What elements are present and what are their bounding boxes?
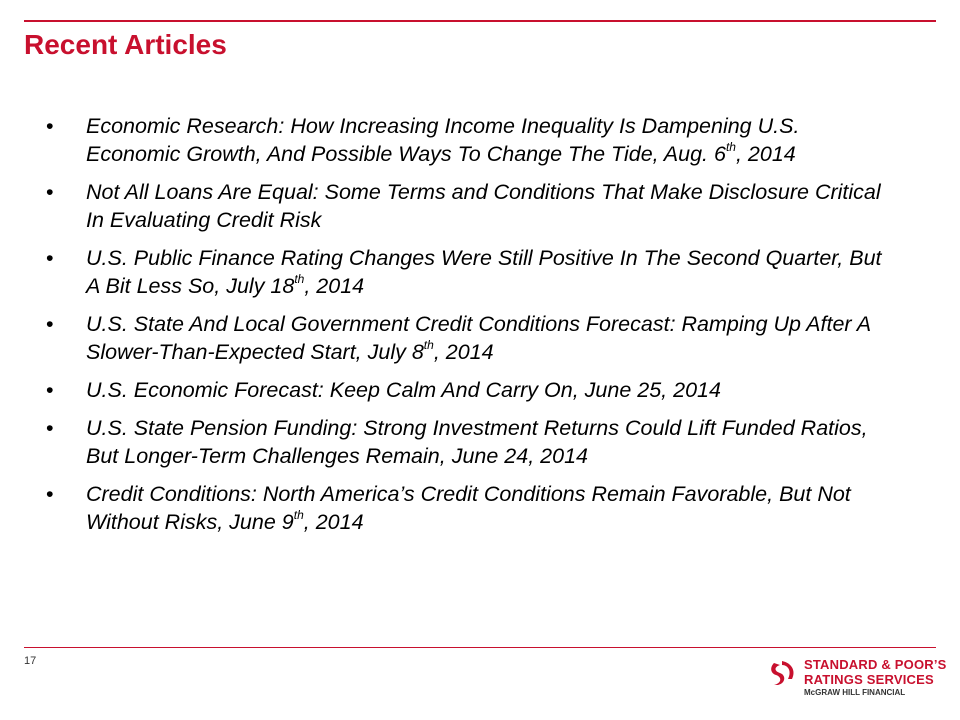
article-tail: , 2014 [303,510,364,534]
article-text: Economic Research: How Increasing Income Inequality Is Dampening U.S. Economic Growth, And Possible Ways To Change The Tide, Aug. 6 [86,114,800,166]
article-item [46,112,896,168]
bullet-icon: • [46,416,54,440]
article-tail: , 2014 [433,340,494,364]
article-sup: th [423,337,434,352]
article-item [46,376,896,404]
bullet-icon: • [46,482,54,506]
page-number: 17 [24,655,37,667]
logo-line1: STANDARD & POOR’S [804,657,947,672]
bottom-rule [24,647,936,648]
sp-logo-icon [768,657,798,689]
article-item [46,480,896,536]
article-text: U.S. State And Local Government Credit Conditions Forecast: Ramping Up After A Slower-Than-Expected Start, July 8 [86,312,871,364]
bullet-icon: • [46,180,54,204]
article-text: Not All Loans Are Equal: Some Terms and Conditions That Make Disclosure Critical In Evaluating Credit Risk [86,180,881,232]
article-sup: th [293,507,304,522]
article-tail: , 2014 [304,274,365,298]
article-list [46,112,896,546]
article-item [46,244,896,300]
bullet-icon: • [46,312,54,336]
article-tail: , 2014 [735,142,796,166]
article-item [46,178,896,234]
bullet-icon: • [46,114,54,138]
article-sup: th [725,139,736,154]
logo-line2: RATINGS SERVICES [804,672,934,687]
sp-logo [768,657,947,699]
article-text: U.S. State Pension Funding: Strong Investment Returns Could Lift Funded Ratios, But Longer-Term Challenges Remain, June 24, 2014 [86,416,868,468]
article-text: U.S. Public Finance Rating Changes Were Still Positive In The Second Quarter, But A Bit Less So, July 18 [86,246,882,298]
article-text: U.S. Economic Forecast: Keep Calm And Carry On, June 25, 2014 [86,378,721,402]
article-text: Credit Conditions: North America’s Credit Conditions Remain Favorable, But Not Without Risks, June 9 [86,482,851,534]
article-item [46,414,896,470]
top-rule [24,20,936,22]
article-sup: th [294,271,305,286]
slide-title: Recent Articles [24,29,227,60]
logo-line3: McGRAW HILL FINANCIAL [804,688,906,697]
bullet-icon: • [46,246,54,270]
bullet-icon: • [46,378,54,402]
article-item [46,310,896,366]
